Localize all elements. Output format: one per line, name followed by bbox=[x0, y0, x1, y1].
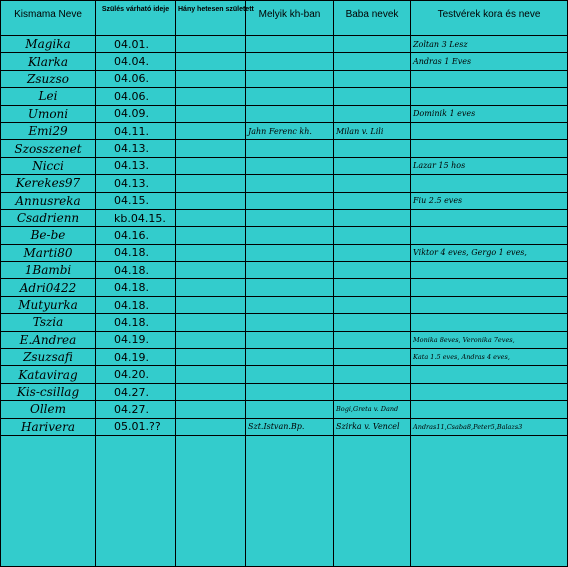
cell-weeks[interactable] bbox=[176, 192, 246, 209]
cell-name[interactable]: Szosszenet bbox=[1, 140, 96, 157]
cell-name[interactable]: Umoni bbox=[1, 105, 96, 122]
cell-weeks[interactable] bbox=[176, 140, 246, 157]
cell-siblings[interactable] bbox=[411, 383, 568, 400]
cell-due[interactable]: 04.18. bbox=[96, 244, 176, 261]
cell-siblings[interactable] bbox=[411, 279, 568, 296]
cell-hospital[interactable] bbox=[246, 401, 334, 418]
cell-siblings[interactable] bbox=[411, 296, 568, 313]
cell-weeks[interactable] bbox=[176, 70, 246, 87]
table-row bbox=[1, 36, 568, 53]
cell-hospital[interactable] bbox=[246, 36, 334, 53]
cell-name[interactable]: Katavirag bbox=[1, 366, 96, 383]
header-due: Szülés várható ideje bbox=[96, 1, 176, 36]
cell-baby[interactable] bbox=[334, 53, 411, 70]
cell-due[interactable]: 04.20. bbox=[96, 366, 176, 383]
cell-name[interactable]: Kis-csillag bbox=[1, 383, 96, 400]
cell-name[interactable]: Zsuzso bbox=[1, 70, 96, 87]
cell-name[interactable]: 1Bambi bbox=[1, 262, 96, 279]
cell-baby[interactable] bbox=[334, 192, 411, 209]
cell-baby[interactable] bbox=[334, 314, 411, 331]
cell-due[interactable]: 04.06. bbox=[96, 88, 176, 105]
cell-hospital[interactable] bbox=[246, 331, 334, 348]
cell-hospital[interactable] bbox=[246, 209, 334, 226]
cell-siblings[interactable]: Kata 1.5 eves, Andras 4 eves, bbox=[411, 349, 568, 366]
empty-cell[interactable] bbox=[1, 435, 96, 566]
cell-due[interactable]: 04.01. bbox=[96, 36, 176, 53]
table-row bbox=[1, 244, 568, 261]
cell-weeks[interactable] bbox=[176, 53, 246, 70]
cell-due[interactable]: 04.18. bbox=[96, 262, 176, 279]
cell-baby[interactable]: Szirka v. Vencel bbox=[334, 418, 411, 435]
cell-hospital[interactable] bbox=[246, 192, 334, 209]
cell-weeks[interactable] bbox=[176, 383, 246, 400]
cell-due[interactable]: 04.09. bbox=[96, 105, 176, 122]
cell-hospital[interactable] bbox=[246, 296, 334, 313]
header-siblings: Testvérek kora és neve bbox=[411, 1, 568, 36]
cell-due[interactable]: 04.13. bbox=[96, 175, 176, 192]
cell-due[interactable]: 04.27. bbox=[96, 401, 176, 418]
cell-due[interactable]: 04.27. bbox=[96, 383, 176, 400]
cell-hospital[interactable] bbox=[246, 105, 334, 122]
table-row bbox=[1, 366, 568, 383]
cell-baby[interactable]: Bogi,Greta v. Dand bbox=[334, 401, 411, 418]
table-row bbox=[1, 401, 568, 418]
cell-baby[interactable] bbox=[334, 70, 411, 87]
cell-weeks[interactable] bbox=[176, 262, 246, 279]
table-row bbox=[1, 140, 568, 157]
header-hospital: Melyik kh-ban bbox=[246, 1, 334, 36]
table-row bbox=[1, 105, 568, 122]
table-row bbox=[1, 53, 568, 70]
empty-cell[interactable] bbox=[96, 435, 176, 566]
cell-hospital[interactable] bbox=[246, 244, 334, 261]
cell-hospital[interactable] bbox=[246, 383, 334, 400]
table-row bbox=[1, 314, 568, 331]
cell-due[interactable]: 04.18. bbox=[96, 279, 176, 296]
cell-weeks[interactable] bbox=[176, 209, 246, 226]
cell-name[interactable]: Kerekes97 bbox=[1, 175, 96, 192]
cell-siblings[interactable] bbox=[411, 401, 568, 418]
cell-name[interactable]: Ollem bbox=[1, 401, 96, 418]
cell-name[interactable]: Harivera bbox=[1, 418, 96, 435]
cell-siblings[interactable] bbox=[411, 314, 568, 331]
cell-due[interactable]: 04.04. bbox=[96, 53, 176, 70]
cell-baby[interactable] bbox=[334, 279, 411, 296]
cell-weeks[interactable] bbox=[176, 105, 246, 122]
table-row bbox=[1, 175, 568, 192]
cell-siblings[interactable]: Andras 1 Eves bbox=[411, 53, 568, 70]
cell-weeks[interactable] bbox=[176, 88, 246, 105]
cell-siblings[interactable]: Lazar 15 hos bbox=[411, 157, 568, 174]
cell-hospital[interactable] bbox=[246, 366, 334, 383]
cell-name[interactable]: Adri0422 bbox=[1, 279, 96, 296]
cell-due[interactable]: 04.13. bbox=[96, 157, 176, 174]
cell-hospital[interactable]: Jahn Ferenc kh. bbox=[246, 122, 334, 139]
cell-siblings[interactable]: Fiu 2.5 eves bbox=[411, 192, 568, 209]
cell-due[interactable]: 04.11. bbox=[96, 122, 176, 139]
cell-siblings[interactable]: Viktor 4 eves, Gergo 1 eves, bbox=[411, 244, 568, 261]
cell-due[interactable]: 04.15. bbox=[96, 192, 176, 209]
cell-name[interactable]: Lei bbox=[1, 88, 96, 105]
cell-name[interactable]: Annusreka bbox=[1, 192, 96, 209]
cell-name[interactable]: Magika bbox=[1, 36, 96, 53]
cell-weeks[interactable] bbox=[176, 366, 246, 383]
cell-due[interactable]: 04.18. bbox=[96, 314, 176, 331]
cell-hospital[interactable] bbox=[246, 175, 334, 192]
cell-due[interactable]: 04.13. bbox=[96, 140, 176, 157]
cell-baby[interactable] bbox=[334, 349, 411, 366]
cell-hospital[interactable] bbox=[246, 227, 334, 244]
empty-area-row bbox=[1, 435, 568, 566]
cell-weeks[interactable] bbox=[176, 157, 246, 174]
cell-baby[interactable] bbox=[334, 36, 411, 53]
cell-weeks[interactable] bbox=[176, 331, 246, 348]
cell-hospital[interactable] bbox=[246, 70, 334, 87]
header-weeks: Hány hetesen született bbox=[176, 1, 246, 36]
table-row bbox=[1, 331, 568, 348]
cell-due[interactable]: 05.01.?? bbox=[96, 418, 176, 435]
cell-hospital[interactable] bbox=[246, 53, 334, 70]
table-row bbox=[1, 227, 568, 244]
table-row bbox=[1, 349, 568, 366]
cell-siblings[interactable] bbox=[411, 140, 568, 157]
table-row bbox=[1, 418, 568, 435]
cell-siblings[interactable] bbox=[411, 88, 568, 105]
cell-siblings[interactable]: Andras11,Csaba8,Peter5,Balazs3 bbox=[411, 418, 568, 435]
table-row bbox=[1, 157, 568, 174]
cell-hospital[interactable] bbox=[246, 349, 334, 366]
table-row bbox=[1, 209, 568, 226]
cell-baby[interactable] bbox=[334, 383, 411, 400]
cell-due[interactable]: 04.19. bbox=[96, 349, 176, 366]
cell-siblings[interactable] bbox=[411, 262, 568, 279]
cell-weeks[interactable] bbox=[176, 418, 246, 435]
cell-hospital[interactable]: Szt.Istvan.Bp. bbox=[246, 418, 334, 435]
cell-baby[interactable] bbox=[334, 140, 411, 157]
cell-weeks[interactable] bbox=[176, 227, 246, 244]
cell-hospital[interactable] bbox=[246, 262, 334, 279]
cell-name[interactable]: Mutyurka bbox=[1, 296, 96, 313]
cell-weeks[interactable] bbox=[176, 36, 246, 53]
cell-due[interactable]: 04.18. bbox=[96, 296, 176, 313]
table-row bbox=[1, 192, 568, 209]
cell-siblings[interactable] bbox=[411, 209, 568, 226]
cell-name[interactable]: Tszia bbox=[1, 314, 96, 331]
empty-cell[interactable] bbox=[334, 435, 411, 566]
cell-weeks[interactable] bbox=[176, 279, 246, 296]
table-row bbox=[1, 70, 568, 87]
cell-siblings[interactable] bbox=[411, 122, 568, 139]
table-row bbox=[1, 262, 568, 279]
cell-name[interactable]: Zsuzsafi bbox=[1, 349, 96, 366]
cell-siblings[interactable] bbox=[411, 366, 568, 383]
cell-weeks[interactable] bbox=[176, 244, 246, 261]
empty-cell[interactable] bbox=[246, 435, 334, 566]
table-row bbox=[1, 279, 568, 296]
cell-baby[interactable] bbox=[334, 262, 411, 279]
table-row bbox=[1, 88, 568, 105]
table-row bbox=[1, 296, 568, 313]
cell-name[interactable]: Klarka bbox=[1, 53, 96, 70]
table-row bbox=[1, 122, 568, 139]
cell-baby[interactable] bbox=[334, 88, 411, 105]
cell-name[interactable]: Emi29 bbox=[1, 122, 96, 139]
cell-due[interactable]: 04.19. bbox=[96, 331, 176, 348]
header-row bbox=[1, 1, 568, 36]
cell-hospital[interactable] bbox=[246, 140, 334, 157]
cell-due[interactable]: 04.16. bbox=[96, 227, 176, 244]
cell-hospital[interactable] bbox=[246, 157, 334, 174]
cell-siblings[interactable]: Zoltan 3 Lesz bbox=[411, 36, 568, 53]
cell-baby[interactable] bbox=[334, 175, 411, 192]
cell-weeks[interactable] bbox=[176, 314, 246, 331]
cell-baby[interactable] bbox=[334, 209, 411, 226]
cell-baby[interactable] bbox=[334, 366, 411, 383]
table-row bbox=[1, 383, 568, 400]
cell-name[interactable]: Marti80 bbox=[1, 244, 96, 261]
cell-siblings[interactable]: Dominik 1 eves bbox=[411, 105, 568, 122]
cell-due[interactable]: kb.04.15. bbox=[96, 209, 176, 226]
cell-baby[interactable] bbox=[334, 157, 411, 174]
header-name: Kismama Neve bbox=[1, 1, 96, 36]
cell-weeks[interactable] bbox=[176, 175, 246, 192]
cell-siblings[interactable] bbox=[411, 227, 568, 244]
cell-name[interactable]: Be-be bbox=[1, 227, 96, 244]
cell-baby[interactable] bbox=[334, 244, 411, 261]
cell-baby[interactable] bbox=[334, 296, 411, 313]
cell-name[interactable]: E.Andrea bbox=[1, 331, 96, 348]
cell-name[interactable]: Nicci bbox=[1, 157, 96, 174]
cell-baby[interactable] bbox=[334, 331, 411, 348]
cell-hospital[interactable] bbox=[246, 314, 334, 331]
cell-weeks[interactable] bbox=[176, 349, 246, 366]
cell-hospital[interactable] bbox=[246, 279, 334, 296]
cell-weeks[interactable] bbox=[176, 401, 246, 418]
cell-baby[interactable]: Milan v. Lili bbox=[334, 122, 411, 139]
cell-siblings[interactable] bbox=[411, 70, 568, 87]
header-baby: Baba nevek bbox=[334, 1, 411, 36]
cell-hospital[interactable] bbox=[246, 88, 334, 105]
cell-siblings[interactable] bbox=[411, 175, 568, 192]
empty-cell[interactable] bbox=[411, 435, 568, 566]
cell-baby[interactable] bbox=[334, 105, 411, 122]
cell-name[interactable]: Csadrienn bbox=[1, 209, 96, 226]
cell-weeks[interactable] bbox=[176, 122, 246, 139]
empty-cell[interactable] bbox=[176, 435, 246, 566]
cell-due[interactable]: 04.06. bbox=[96, 70, 176, 87]
cell-baby[interactable] bbox=[334, 227, 411, 244]
cell-weeks[interactable] bbox=[176, 296, 246, 313]
table-body bbox=[1, 36, 568, 567]
cell-siblings[interactable]: Monika 8eves, Veronika 7eves, bbox=[411, 331, 568, 348]
